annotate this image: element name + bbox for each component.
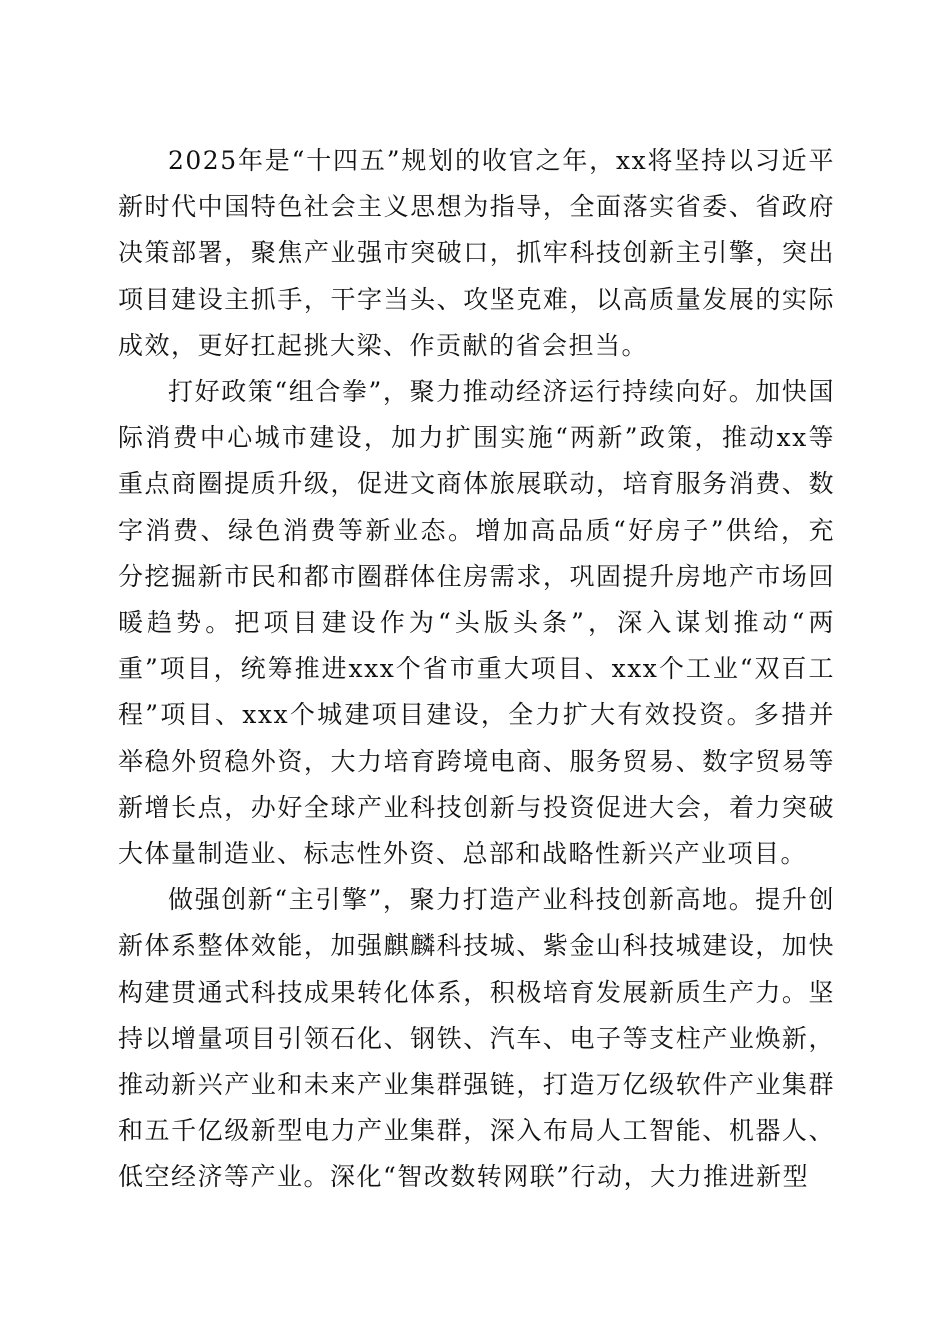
paragraph-policy: 打好政策“组合拳”，聚力推动经济运行持续向好。加快国际消费中心城市建设，加力扩围实施“两新”政策，推动xx等重点商圈提质升级，促进文商体旅展联动，培育服务消费、数字消费、绿色消费等新业态。增加高品质“好房子”供给，充分挖掘新市民和都市圈群体住房需求，巩固提升房地产市场回暖趋势。把项目建设作为“头版头条”，深入谋划推动“两重”项目，统筹推进xxx个省市重大项目、xxx个工业“双百工程”项目、xxx个城建项目建设，全力扩大有效投资。多措并举稳外贸稳外资，大力培育跨境电商、服务贸易、数字贸易等新增长点，办好全球产业科技创新与投资促进大会，着力突破大体量制造业、标志性外资、总部和战略性新兴产业项目。 [118,377,835,869]
document-body [118,138,835,1201]
paragraph-innovation: 做强创新“主引擎”，聚力打造产业科技创新高地。提升创新体系整体效能，加强麒麟科技城、紫金山科技城建设，加快构建贯通式科技成果转化体系，积极培育发展新质生产力。坚持以增量项目引领石化、钢铁、汽车、电子等支柱产业焕新，推动新兴产业和未来产业集群强链，打造万亿级软件产业集群和五千亿级新型电力产业集群，深入布局人工智能、机器人、低空经济等产业。深化“智改数转网联”行动，大力推进新型 [118,885,835,1192]
paragraph-intro: 2025年是“十四五”规划的收官之年，xx将坚持以习近平新时代中国特色社会主义思想为指导，全面落实省委、省政府决策部署，聚焦产业强市突破口，抓牢科技创新主引擎，突出项目建设主抓手，干字当头、攻坚克难，以高质量发展的实际成效，更好扛起挑大梁、作贡献的省会担当。 [118,146,835,360]
